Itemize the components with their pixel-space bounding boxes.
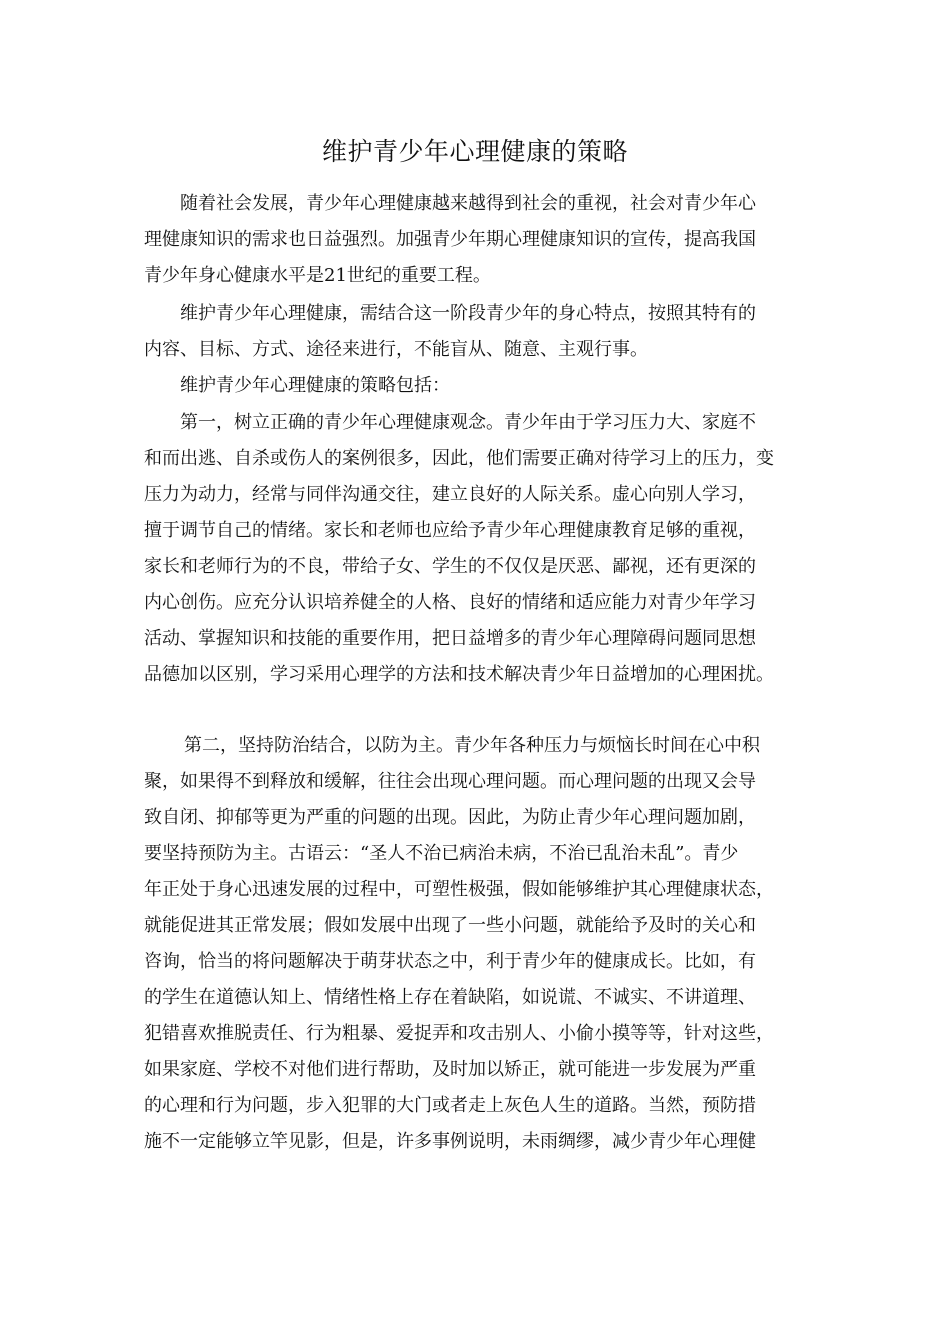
paragraph-line: 活动、掌握知识和技能的重要作用，把日益增多的青少年心理障碍问题同思想 bbox=[144, 628, 756, 649]
paragraph-line: 随着社会发展，青少年心理健康越来越得到社会的重视，社会对青少年心 bbox=[180, 193, 756, 214]
paragraph-line: 青少年身心健康水平是21世纪的重要工程。 bbox=[144, 265, 491, 286]
paragraph-line: 维护青少年心理健康，需结合这一阶段青少年的身心特点，按照其特有的 bbox=[180, 303, 756, 324]
paragraph-line: 理健康知识的需求也日益强烈。加强青少年期心理健康知识的宣传，提高我国 bbox=[144, 229, 756, 250]
paragraph-line: 第一，树立正确的青少年心理健康观念。青少年由于学习压力大、家庭不 bbox=[180, 412, 756, 433]
paragraph-line: 和而出逃、自杀或伤人的案例很多，因此，他们需要正确对待学习上的压力，变 bbox=[144, 448, 774, 469]
paragraph-line: 年正处于身心迅速发展的过程中，可塑性极强，假如能够维护其心理健康状态， bbox=[144, 879, 774, 900]
paragraph-principle bbox=[144, 296, 808, 368]
paragraph-strategies-intro bbox=[144, 368, 808, 404]
paragraph-line: 致自闭、抑郁等更为严重的问题的出现。因此，为防止青少年心理问题加剧， bbox=[144, 807, 756, 828]
paragraph-line: 如果家庭、学校不对他们进行帮助，及时加以矫正，就可能进一步发展为严重 bbox=[144, 1059, 756, 1080]
paragraph-line: 咨询，恰当的将问题解决于萌芽状态之中，利于青少年的健康成长。比如，有 bbox=[144, 951, 756, 972]
paragraph-line: 擅于调节自己的情绪。家长和老师也应给予青少年心理健康教育足够的重视， bbox=[144, 520, 756, 541]
paragraph-line: 要坚持预防为主。古语云：“圣人不治已病治未病，不治已乱治未乱”。青少 bbox=[144, 843, 739, 864]
paragraph-line: 施不一定能够立竿见影，但是，许多事例说明，未雨绸缪，减少青少年心理健 bbox=[144, 1131, 756, 1152]
paragraph-line: 的心理和行为问题，步入犯罪的大门或者走上灰色人生的道路。当然，预防措 bbox=[144, 1095, 756, 1116]
paragraph-line: 犯错喜欢推脱责任、行为粗暴、爱捉弄和攻击别人、小偷小摸等等，针对这些， bbox=[144, 1023, 774, 1044]
paragraph-line: 压力为动力，经常与同伴沟通交往，建立良好的人际关系。虚心向别人学习， bbox=[144, 484, 756, 505]
paragraph-strategy-one bbox=[144, 405, 808, 693]
document-title: 维护青少年心理健康的策略 bbox=[321, 137, 628, 166]
paragraph-intro bbox=[144, 186, 808, 294]
paragraph-line: 聚，如果得不到释放和缓解，往往会出现心理问题。而心理问题的出现又会导 bbox=[144, 771, 756, 792]
paragraph-line: 维护青少年心理健康的策略包括： bbox=[180, 375, 450, 396]
paragraph-line: 内容、目标、方式、途径来进行，不能盲从、随意、主观行事。 bbox=[144, 339, 648, 360]
paragraph-line: 内心创伤。应充分认识培养健全的人格、良好的情绪和适应能力对青少年学习 bbox=[144, 592, 756, 613]
paragraph-strategy-two bbox=[144, 728, 808, 1160]
paragraph-line: 的学生在道德认知上、情绪性格上存在着缺陷，如说谎、不诚实、不讲道理、 bbox=[144, 987, 756, 1008]
paragraph-line: 就能促进其正常发展；假如发展中出现了一些小问题，就能给予及时的关心和 bbox=[144, 915, 756, 936]
paragraph-line: 品德加以区别，学习采用心理学的方法和技术解决青少年日益增加的心理困扰。 bbox=[144, 664, 774, 685]
paragraph-line: 第二，坚持防治结合，以防为主。青少年各种压力与烦恼长时间在心中积 bbox=[184, 735, 760, 756]
paragraph-line: 家长和老师行为的不良，带给子女、学生的不仅仅是厌恶、鄙视，还有更深的 bbox=[144, 556, 756, 577]
